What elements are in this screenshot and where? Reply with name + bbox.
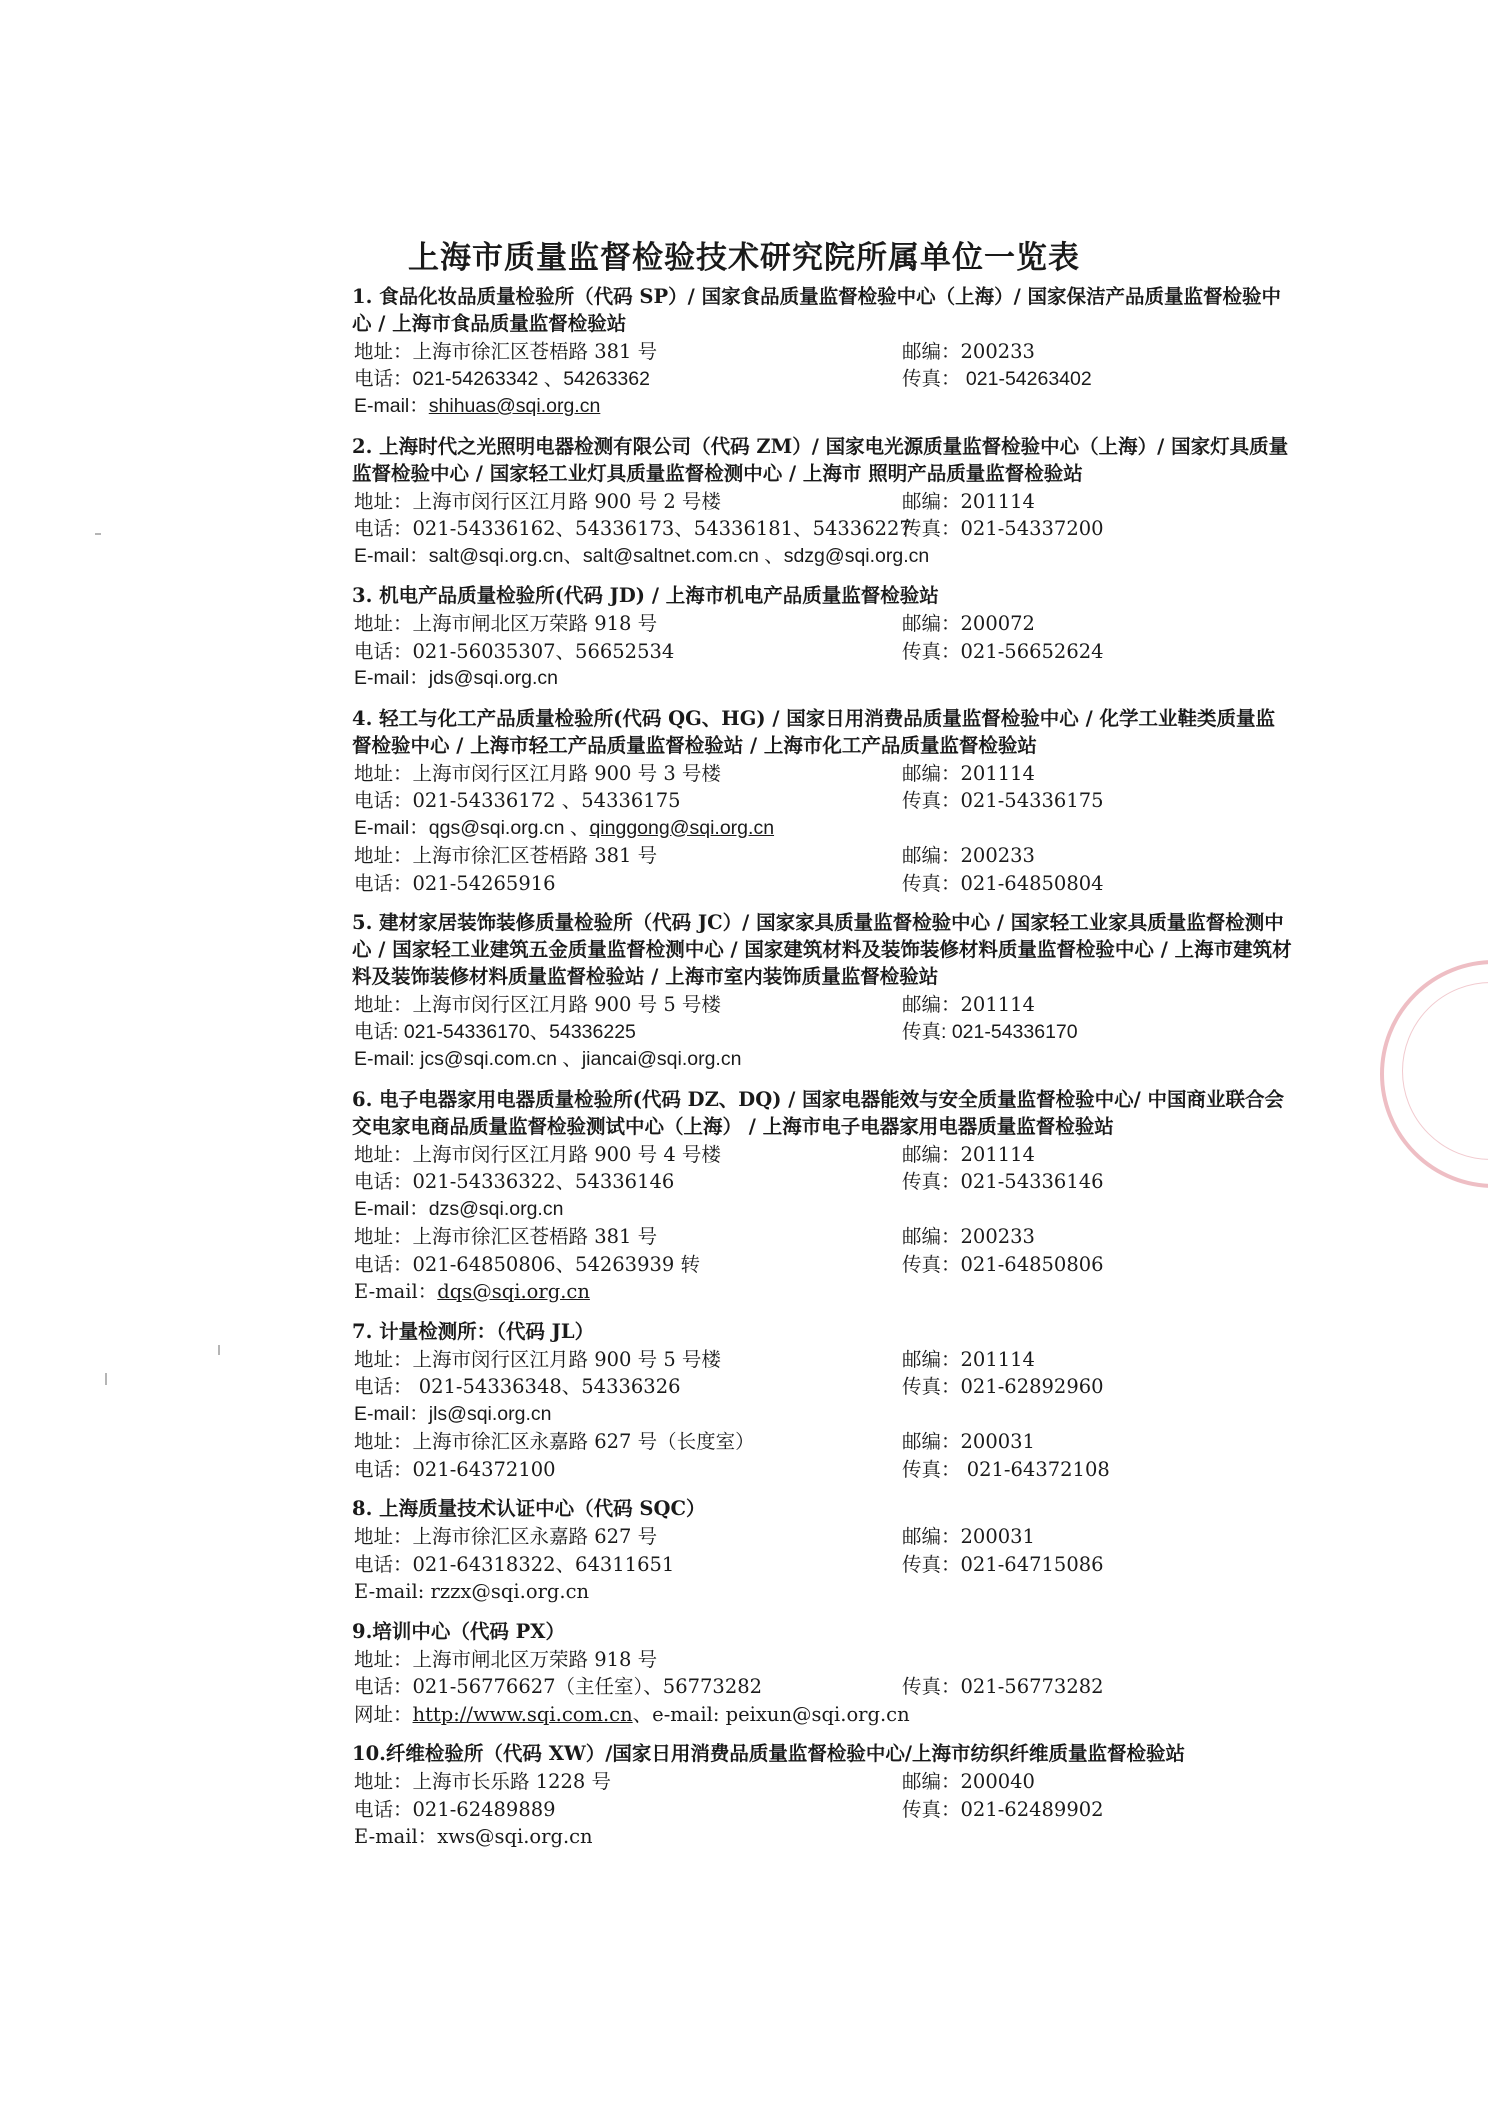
postcode: 邮编：200233 (902, 1225, 1035, 1248)
email-label: E-mail： (354, 1280, 438, 1303)
email[interactable]: E-mail：salt@sqi.org.cn、salt@saltnet.com.cn 、sdzg@sqi.org.cn (354, 544, 930, 567)
address: 地址：上海市徐汇区永嘉路 627 号（长度室） (354, 1430, 755, 1453)
fax: 传真： 021-64372108 (902, 1457, 1110, 1481)
postcode: 邮编：201114 (902, 993, 1035, 1016)
phone: 电话: 021-54336170、54336225 (354, 1020, 636, 1043)
phone: 电话：021-64372100 (354, 1457, 556, 1481)
unit-heading: 8. 上海质量技术认证中心（代码 SQC） (352, 1497, 706, 1520)
list-item (352, 1086, 1292, 1306)
address: 地址：上海市徐汇区苍梧路 381 号 (354, 1225, 658, 1248)
unit-list (352, 283, 1292, 1863)
unit-heading: 10.纤维检验所（代码 XW）/国家日用消费品质量监督检验中心/上海市纺织纤维质量监督检验站 (352, 1742, 1185, 1765)
email[interactable]: E-mail：dzs@sqi.org.cn (354, 1197, 564, 1220)
email-link[interactable]: dqs@sqi.org.cn (437, 1280, 590, 1303)
list-item (352, 1740, 1292, 1851)
phone: 电话：021-62489889 (354, 1797, 556, 1821)
email[interactable]: E-mail：jds@sqi.org.cn (354, 667, 559, 689)
postcode: 邮编：200072 (902, 612, 1035, 635)
scan-mark (95, 533, 101, 535)
fax: 传真：021-62489902 (902, 1797, 1104, 1821)
postcode: 邮编：200040 (902, 1770, 1035, 1793)
email-label: E-mail：qgs@sqi.org.cn 、 (354, 816, 590, 839)
phone: 电话： 021-54336348、54336326 (354, 1375, 681, 1398)
email-row (354, 393, 600, 421)
fax: 传真：021-54337200 (902, 517, 1104, 540)
address: 地址：上海市长乐路 1228 号 (354, 1770, 612, 1793)
unit-heading: 7. 计量检测所：（代码 JL） (352, 1319, 595, 1343)
email[interactable]: E-mail: rzzx@sqi.org.cn (354, 1580, 590, 1603)
email[interactable]: 、e-mail: peixun@sqi.org.cn (632, 1702, 910, 1726)
list-item (352, 1318, 1292, 1484)
unit-heading: 1. 食品化妆品质量检验所（代码 SP）/ 国家食品质量监督检验中心（上海）/ 国家保洁产品质量监督检验中心 / 上海市食品质量监督检验站 (352, 285, 1282, 335)
phone: 电话：021-64318322、64311651 (354, 1552, 675, 1576)
fax: 传真: 021-54336170 (902, 1020, 1078, 1043)
list-item (352, 433, 1292, 571)
scan-mark (105, 1373, 107, 1385)
postcode: 邮编：200031 (902, 1525, 1035, 1548)
postcode: 邮编：201114 (902, 1347, 1035, 1371)
list-item (352, 582, 1292, 693)
phone: 电话：021-56035307、56652534 (354, 639, 675, 663)
postcode: 邮编：201114 (902, 761, 1035, 785)
email-link[interactable]: shihuas@sqi.org.cn (428, 395, 601, 417)
phone: 电话：021-54265916 (354, 871, 556, 895)
list-item (352, 909, 1292, 1074)
email-link[interactable]: qinggong@sqi.org.cn (589, 816, 775, 839)
phone: 电话：021-54336172 、54336175 (354, 789, 681, 812)
postcode: 邮编：200233 (902, 844, 1035, 867)
fax: 传真：021-56652624 (902, 639, 1104, 663)
address: 地址：上海市徐汇区苍梧路 381 号 (354, 844, 658, 867)
phone: 电话：021-54336162、54336173、54336181、54336227 (354, 517, 912, 540)
page-title: 上海市质量监督检验技术研究院所属单位一览表 (408, 240, 1080, 276)
fax: 传真：021-62892960 (902, 1375, 1104, 1398)
address: 地址：上海市徐汇区苍梧路 381 号 (354, 340, 658, 363)
fax: 传真：021-54336175 (902, 789, 1104, 812)
list-item (352, 1618, 1292, 1729)
address: 地址：上海市徐汇区永嘉路 627 号 (354, 1525, 658, 1548)
scan-mark (218, 1345, 220, 1355)
fax: 传真：021-64715086 (902, 1552, 1104, 1576)
list-item (352, 283, 1292, 421)
email-row (354, 815, 774, 843)
address: 地址：上海市闸北区万荣路 918 号 (354, 1647, 658, 1671)
phone: 电话：021-54263342 、54263362 (354, 367, 650, 390)
unit-heading: 9.培训中心（代码 PX） (352, 1619, 565, 1643)
list-item (352, 1495, 1292, 1606)
email-row (354, 1278, 590, 1306)
fax: 传真：021-64850806 (902, 1252, 1104, 1276)
email[interactable]: E-mail：jls@sqi.org.cn (354, 1402, 552, 1425)
unit-heading: 5. 建材家居装饰装修质量检验所（代码 JC）/ 国家家具质量监督检验中心 / 国家轻工业家具质量监督检测中心 / 国家轻工业建筑五金质量监督检测中心 / 国家建筑材料及装饰装修材料质量监督检验中心 / 上海市建筑材料及装饰装修材料质量监督检验站 / 上海市室内装饰质量监督检验站 (352, 911, 1292, 988)
email[interactable]: E-mail：xws@sqi.org.cn (354, 1825, 593, 1848)
phone: 电话：021-64850806、54263939 转 (354, 1252, 701, 1276)
official-seal-icon (1380, 960, 1488, 1188)
fax: 传真：021-64850804 (902, 871, 1104, 895)
seal-inner-ring (1402, 982, 1488, 1160)
address: 地址：上海市闵行区江月路 900 号 3 号楼 (354, 761, 721, 785)
list-item (352, 705, 1292, 898)
website-link[interactable]: http://www.sqi.com.cn (412, 1702, 633, 1726)
address: 地址：上海市闵行区江月路 900 号 5 号楼 (354, 1347, 721, 1371)
fax: 传真：021-56773282 (902, 1675, 1104, 1698)
email[interactable]: E-mail: jcs@sqi.com.cn 、jiancai@sqi.org.cn (354, 1048, 742, 1070)
website-row (354, 1701, 910, 1729)
address: 地址：上海市闵行区江月路 900 号 5 号楼 (354, 993, 721, 1016)
website-label: 网址： (354, 1702, 413, 1726)
address: 地址：上海市闵行区江月路 900 号 4 号楼 (354, 1142, 721, 1166)
phone: 电话：021-56776627（主任室）、56773282 (354, 1675, 763, 1698)
address: 地址：上海市闵行区江月路 900 号 2 号楼 (354, 489, 721, 513)
unit-heading: 2. 上海时代之光照明电器检测有限公司（代码 ZM）/ 国家电光源质量监督检验中心（上海）/ 国家灯具质量监督检验中心 / 国家轻工业灯具质量监督检测中心 / 上海市 照明产品质量监督检验站 (352, 434, 1289, 485)
postcode: 邮编：201114 (902, 489, 1035, 513)
postcode: 邮编：200233 (902, 340, 1035, 363)
fax: 传真：021-54336146 (902, 1170, 1104, 1193)
unit-heading: 3. 机电产品质量检验所(代码 JD) / 上海市机电产品质量监督检验站 (352, 584, 939, 607)
email-label: E-mail： (354, 395, 429, 417)
postcode: 邮编：201114 (902, 1142, 1035, 1166)
unit-heading: 4. 轻工与化工产品质量检验所(代码 QG、HG) / 国家日用消费品质量监督检验中心 / 化学工业鞋类质量监督检验中心 / 上海市轻工产品质量监督检验站 / 上海市化工产品质量监督检验站 (352, 706, 1276, 757)
unit-heading: 6. 电子电器家用电器质量检验所(代码 DZ、DQ) / 国家电器能效与安全质量监督检验中心/ 中国商业联合会交电家电商品质量监督检验测试中心（上海） / 上海市电子电器家用电器质量监督检验站 (352, 1087, 1285, 1138)
phone: 电话：021-54336322、54336146 (354, 1170, 675, 1193)
fax: 传真： 021-54263402 (902, 367, 1092, 390)
address: 地址：上海市闸北区万荣路 918 号 (354, 612, 658, 635)
postcode: 邮编：200031 (902, 1430, 1035, 1453)
